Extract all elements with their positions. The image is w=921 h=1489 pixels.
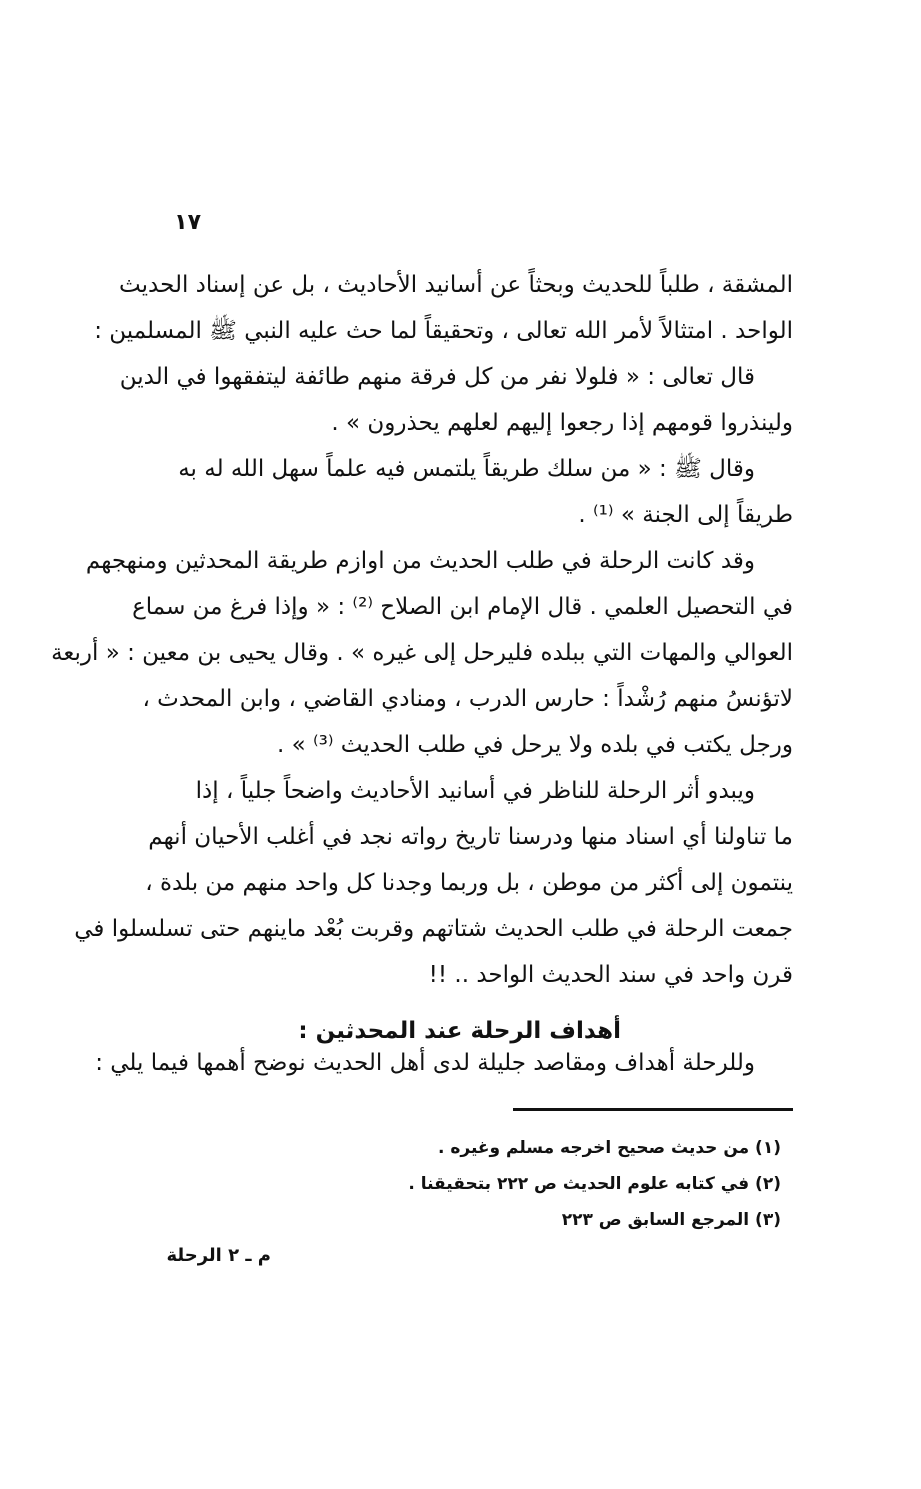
- text-line: الواحد . امتثالاً لأمر الله تعالى ، وتحقيقاً لما حث عليه النبي ﷺ المسلمين :: [94, 318, 793, 344]
- text-line: ينتمون إلى أكثر من موطن ، بل وربما وجدنا كل واحد منهم من بلدة ،: [145, 870, 793, 896]
- closing-paragraph: [95, 1040, 793, 1086]
- text-line: لاتؤنسُ منهم رُشْداً : حارس الدرب ، ومنادي القاضي ، وابن المحدث ،: [142, 686, 793, 712]
- signature-mark: م ـ ٢ الرحلة: [166, 1245, 271, 1266]
- footnote: (٣) المرجع السابق ص ٢٢٣: [561, 1210, 781, 1230]
- text-line: العوالي والمهات التي ببلده فليرحل إلى غيره » . وقال يحيى بن معين : « أربعة: [51, 640, 793, 666]
- page-number: ١٧: [174, 210, 201, 235]
- text-line: قال تعالى : « فلولا نفر من كل فرقة منهم طائفة ليتفقهوا في الدين: [119, 364, 755, 390]
- text-line: ورجل يكتب في بلده ولا يرحل في طلب الحديث ⁽³⁾ » .: [276, 732, 793, 758]
- footnote: (٢) في كتابه علوم الحديث ص ٢٢٢ بتحقيقنا .: [408, 1174, 781, 1194]
- text-line: طريقاً إلى الجنة » ⁽¹⁾ .: [578, 502, 793, 528]
- text-line: جمعت الرحلة في طلب الحديث شتاتهم وقربت بُعْد ماينهم حتى تسلسلوا في: [74, 916, 793, 942]
- section-heading: أهداف الرحلة عند المحدثين :: [298, 1018, 621, 1044]
- text-line: في التحصيل العلمي . قال الإمام ابن الصلاح ⁽²⁾ : « وإذا فرغ من سماع: [132, 594, 793, 620]
- text-line: وقد كانت الرحلة في طلب الحديث من اوازم طريقة المحدثين ومنهجهم: [85, 548, 755, 574]
- body-text: [51, 262, 793, 998]
- text-line: قرن واحد في سند الحديث الواحد .. !!: [428, 962, 793, 988]
- text-line: ويبدو أثر الرحلة للناظر في أسانيد الأحاديث واضحاً جلياً ، إذا: [195, 778, 755, 804]
- text-line: المشقة ، طلباً للحديث وبحثاً عن أسانيد الأحاديث ، بل عن إسناد الحديث: [119, 272, 793, 298]
- text-line: وقال ﷺ : « من سلك طريقاً يلتمس فيه علماً سهل الله له به: [178, 456, 755, 482]
- footnote-divider: [513, 1108, 793, 1111]
- text-line: وللرحلة أهداف ومقاصد جليلة لدى أهل الحديث نوضح أهمها فيما يلي :: [95, 1050, 755, 1076]
- footnote: (١) من حديث صحيح اخرجه مسلم وغيره .: [437, 1138, 781, 1158]
- footnotes: [361, 1130, 781, 1238]
- text-line: ولينذروا قومهم إذا رجعوا إليهم لعلهم يحذرون » .: [331, 410, 793, 436]
- text-line: ما تناولنا أي اسناد منها ودرسنا تاريخ رواته نجد في أغلب الأحيان أنهم: [148, 824, 793, 850]
